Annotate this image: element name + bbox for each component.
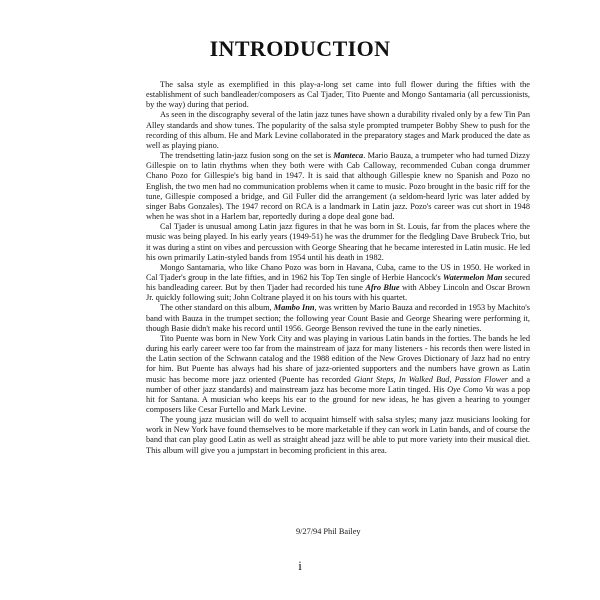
text-run: As seen in the discography several of the latin jazz tunes have shown a durability rivaled only by a few Tin Pan Alley standards and show tunes. The popularity of the salsa style prompted trumpeter Bobby Shew to push for the recording of this album. He and Mark Levine collaborated in the preparatory stages and Mark produced the date as well as playing piano.: [146, 110, 530, 150]
paragraph: [146, 80, 530, 110]
signature-line: 9/27/94 Phil Bailey: [296, 527, 361, 536]
text-run: was a pop hit for Santana. A musician who keeps his ear to the ground for new ideas, he has given a hearing to younger composers like Cesar Furtello and Mark Levine.: [146, 384, 530, 414]
text-run: The salsa style as exemplified in this play-a-long set came into full flower during the fifties with the establishment of such bandleader/composers as Cal Tjader, Tito Puente and Mongo Santamaria (all percussionists, by the way) during that period.: [146, 80, 530, 110]
text-run: The young jazz musician will do well to acquaint himself with salsa styles; many jazz musicians looking for work in New York have found themselves to be more marketable if they can work in Latin bands, and of course the band that can play good Latin as well as straight ahead jazz will be able to put more variety into their musical diet. This album will give you a jumpstart in becoming proficient in this area.: [146, 415, 530, 455]
emphasized-title: Manteca: [333, 151, 364, 161]
text-run: Mongo Santamaria, who like Chano Pozo was born in Havana, Cuba, came to the US in 1950. He worked in Cal Tjader's group in the late fifties, and in 1962 his Top Ten single of Herbie Hancock's: [146, 262, 530, 282]
page-title: INTRODUCTION: [209, 36, 391, 61]
paragraph: [146, 110, 530, 151]
emphasized-title: Afro Blue: [365, 283, 400, 293]
text-run: , was written by Mario Bauza and recorded in 1953 by Machito's band with Bauza in the trumpet section; the following year Count Basie and George Shearing were performing it, though Basie didn't make his record until 1956. George Benson revived the tune in the early nineties.: [146, 303, 530, 333]
paragraph: [146, 334, 530, 415]
emphasized-title: Watermelon Man: [442, 272, 503, 282]
emphasized-title: Giant Steps, In Walked Bud, Passion Flower: [353, 374, 509, 384]
paragraph: [146, 303, 530, 333]
text-run: Cal Tjader is unusual among Latin jazz figures in that he was born in St. Louis, far from the places where the music was being played. In his early years (1949-51) he was the drummer for the fledgling Dave Brubeck Trio, but it was during a stint on vibes and percussion with George Shearing that he became interested in Latin music. He led his own primarily Latin-styled bands from 1954 until his death in 1982.: [146, 222, 530, 262]
paragraph: [146, 222, 530, 263]
text-run: . Mario Bauza, a trumpeter who had turned Dizzy Gillespie on to latin rhythms when they both were with Cab Calloway, recommended Cuban conga drummer Chano Pozo for Gillespie's big band in 1947. It is said that although Gillespie knew no Spanish and Pozo no English, the two men had no communication problems when it came to music. Pozo brought in the basic riff for the tune, Gillespie composed a bridge, and Gil Fuller did the arrangement (a seldom-heard lyric was later added by singer Babs Gonzales). The 1947 record on RCA is a landmark in Latin jazz. Pozo's career was cut short in 1948 when he was shot in a Harlem bar, reportedly during a dope deal gone bad.: [146, 151, 530, 222]
text-run: with Abbey Lincoln and Oscar Brown Jr. quickly following suit; John Coltrane played it on his tours with his quartet.: [146, 283, 530, 303]
page-number: i: [298, 558, 302, 573]
text-run: secured his bandleading career. But by then Tjader had recorded his tune: [146, 272, 530, 293]
text-run: The trendsetting latin-jazz fusion song on the set is: [160, 151, 334, 161]
emphasized-title: Mambo Inn: [273, 303, 315, 313]
emphasized-title: Oye Como Va: [447, 384, 494, 394]
body-text: [146, 80, 530, 456]
paragraph: [146, 151, 530, 222]
text-run: Tito Puente was born in New York City and was playing in various Latin bands in the forties. The bands he led during his early career were too far from the mainstream of jazz for many listeners - his records then were listed in the Latin section of the Schwann catalog and the 1988 edition of the New Groves Dictionary of Jazz had no entry for him. But Puente has always had his share of jazz-oriented supporters and the numbers have grown as Latin music has become more jazz oriented (Puente has recorded: [146, 333, 530, 384]
text-run: and a number of other jazz standards) and mainstream jazz has become more Latin tinged. His: [146, 374, 530, 394]
text-run: The other standard on this album,: [160, 303, 274, 313]
paragraph: [146, 415, 530, 456]
paragraph: [146, 263, 530, 304]
